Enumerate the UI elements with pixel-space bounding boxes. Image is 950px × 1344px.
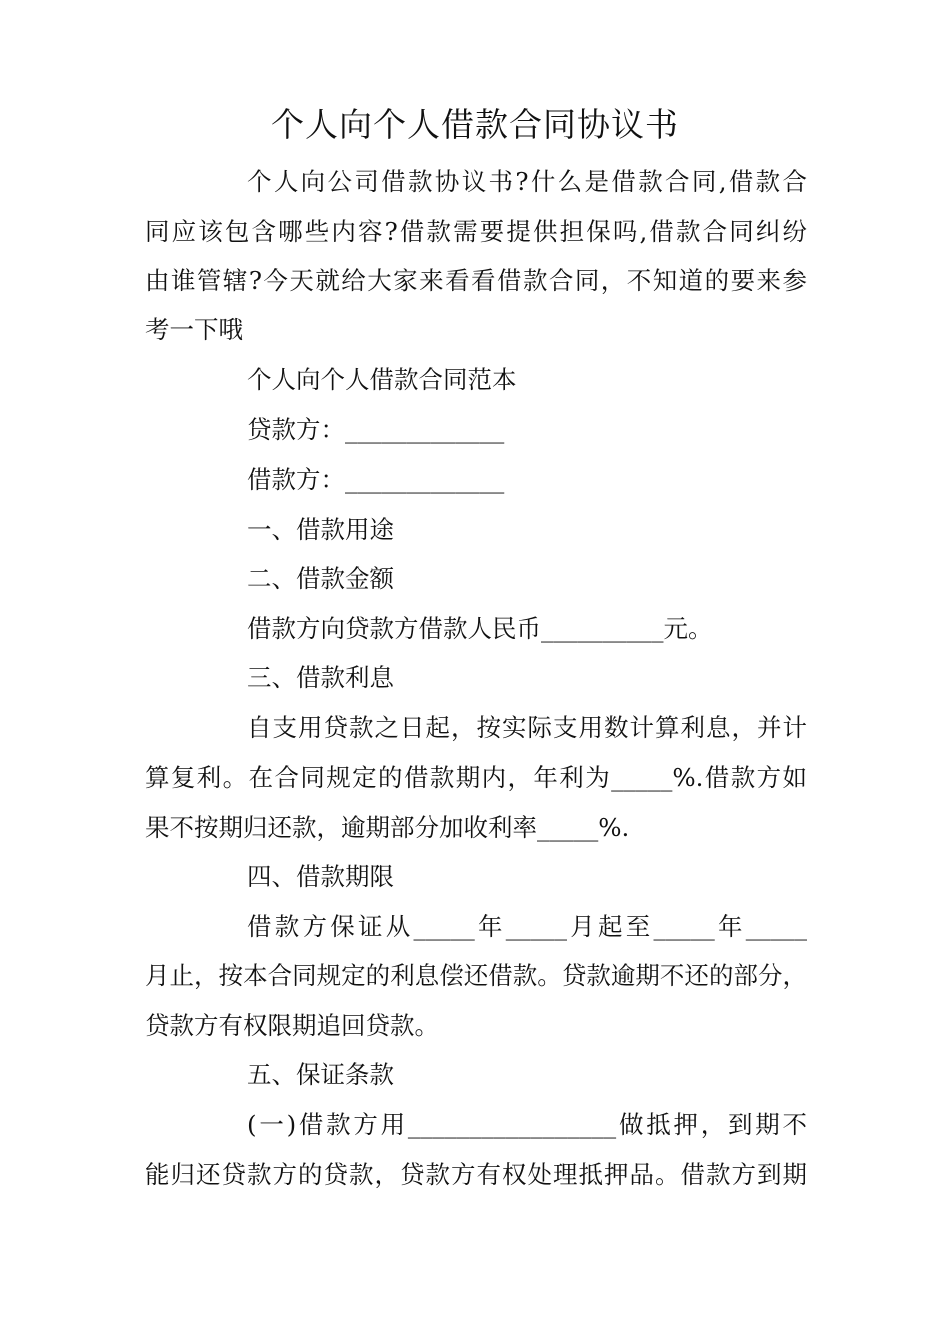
borrower-line: 借款方：_____________: [247, 465, 505, 494]
intro-line-1: 个人向公司借款协议书?什么是借款合同,借款合: [247, 167, 807, 196]
intro-line-3: 由谁管辖?今天就给大家来看看借款合同，不知道的要来参: [145, 266, 807, 295]
section-2-body: 借款方向贷款方借款人民币__________元。: [247, 614, 713, 643]
lender-line: 贷款方：_____________: [247, 415, 505, 444]
section-2-heading: 二、借款金额: [247, 564, 394, 593]
section-4-heading: 四、借款期限: [247, 862, 394, 891]
section-3-line-3: 果不按期归还款，逾期部分加收利率_____%.: [145, 813, 630, 842]
section-3-line-1: 自支用贷款之日起，按实际支用数计算利息，并计: [247, 713, 807, 742]
section-3-line-2: 算复利。在合同规定的借款期内，年利为_____%.借款方如: [145, 763, 807, 792]
section-4-line-2: 月止，按本合同规定的利息偿还借款。贷款逾期不还的部分，: [145, 961, 807, 990]
section-5-heading: 五、保证条款: [247, 1060, 394, 1089]
section-4-line-3: 贷款方有权限期追回贷款。: [145, 1011, 439, 1040]
section-5-line-1: (一)借款方用_________________做抵押，到期不: [247, 1110, 807, 1139]
section-5-line-2: 能归还贷款方的贷款，贷款方有权处理抵押品。借款方到期: [145, 1160, 807, 1189]
intro-line-2: 同应该包含哪些内容?借款需要提供担保吗,借款合同纠纷: [145, 217, 807, 246]
section-3-heading: 三、借款利息: [247, 663, 394, 692]
section-4-line-1: 借款方保证从_____年_____月起至_____年_____: [247, 912, 807, 941]
section-1-heading: 一、借款用途: [247, 515, 394, 544]
template-title: 个人向个人借款合同范本: [247, 365, 517, 394]
document-title: 个人向个人借款合同协议书: [271, 105, 679, 144]
intro-line-4: 考一下哦: [145, 315, 243, 344]
